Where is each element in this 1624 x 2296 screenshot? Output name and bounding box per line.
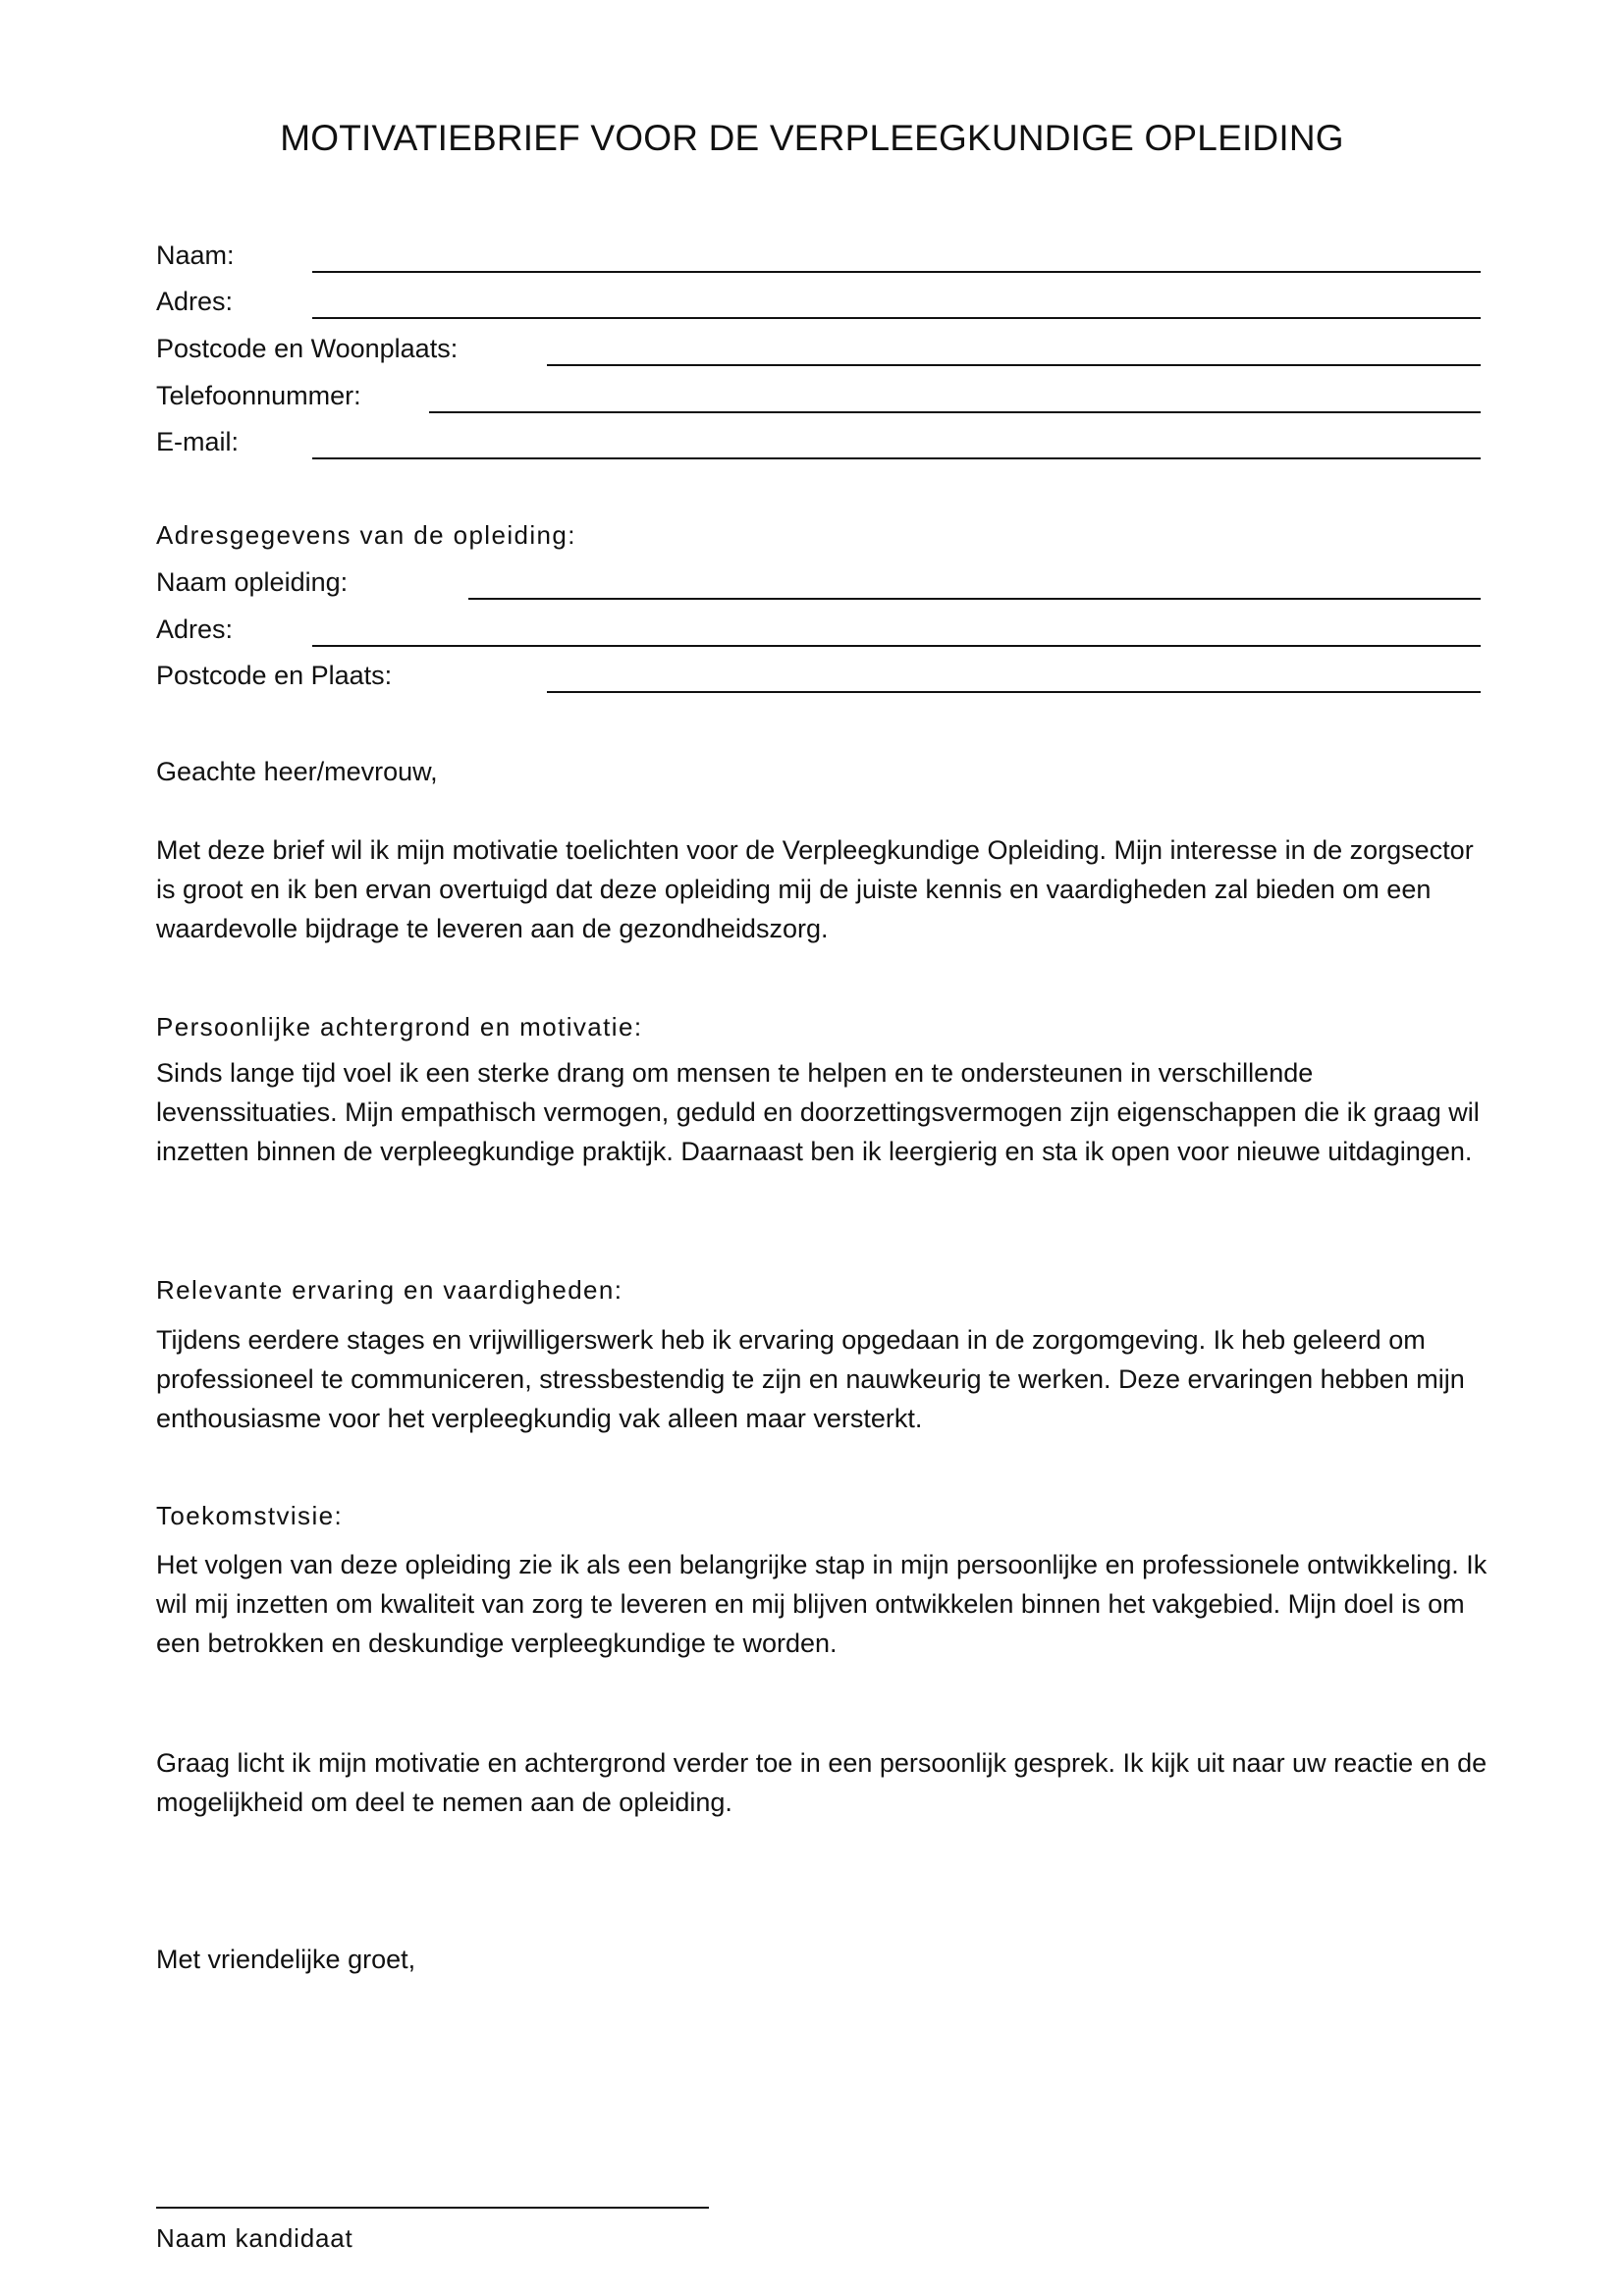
school-postcode-label: Postcode en Plaats: [156,661,393,690]
postcode-city-field[interactable] [547,364,1481,366]
name-field[interactable] [312,271,1481,273]
future-paragraph: Het volgen van deze opleiding zie ik als een belangrijke stap in mijn persoonlijke en professionele ontwikkeling. Ik wil mij inzetten om kwaliteit van zorg te leveren en mij blijven ontwikkelen binnen het vakgebied. Mijn doel is om een betrokken en deskundige verpleegkundige te worden. [156,1550,1488,1658]
postcode-city-label: Postcode en Woonplaats: [156,334,459,363]
signature-line[interactable] [156,2207,709,2209]
salutation: Geachte heer/mevrouw, [156,757,438,786]
email-field[interactable] [312,457,1481,459]
address-label: Adres: [156,287,234,316]
document-title: MOTIVATIEBRIEF VOOR DE VERPLEEGKUNDIGE OPLEIDING [280,118,1344,158]
phone-label: Telefoonnummer: [156,381,361,410]
future-heading: Toekomstvisie: [156,1501,344,1530]
school-address-label: Adres: [156,614,234,644]
school-name-field[interactable] [468,598,1481,600]
experience-heading: Relevante ervaring en vaardigheden: [156,1275,623,1305]
experience-paragraph: Tijdens eerdere stages en vrijwilligerswerk heb ik ervaring opgedaan in de zorgomgeving. Ik heb geleerd om professioneel te communiceren, stressbestendig te zijn en nauwkeurig te werken. Deze ervaringen hebben mijn enthousiasme voor het verpleegkundig vak alleen maar versterkt. [156,1325,1465,1433]
greeting: Met vriendelijke groet, [156,1945,416,1974]
candidate-name-label: Naam kandidaat [156,2223,353,2253]
school-postcode-field[interactable] [547,691,1481,693]
phone-field[interactable] [429,411,1481,413]
name-label: Naam: [156,240,235,270]
background-heading: Persoonlijke achtergrond en motivatie: [156,1012,643,1041]
background-paragraph: Sinds lange tijd voel ik een sterke drang om mensen te helpen en te ondersteunen in verschillende levenssituaties. Mijn empathisch vermogen, geduld en doorzettingsvermogen zijn eigenschappen die ik graag wil inzetten binnen de verpleegkundige praktijk. Daarnaast ben ik leergierig en sta ik open voor nieuwe uitdagingen. [156,1058,1480,1166]
intro-paragraph: Met deze brief wil ik mijn motivatie toelichten voor de Verpleegkundige Opleiding. Mijn interesse in de zorgsector is groot en ik ben ervan overtuigd dat deze opleiding mij de juiste kennis en vaardigheden zal bieden om een waardevolle bijdrage te leveren aan de gezondheidszorg. [156,835,1474,943]
school-address-field[interactable] [312,645,1481,647]
school-name-label: Naam opleiding: [156,567,349,597]
email-label: E-mail: [156,427,240,456]
address-field[interactable] [312,317,1481,319]
school-address-heading: Adresgegevens van de opleiding: [156,520,576,550]
closing-paragraph: Graag licht ik mijn motivatie en achtergrond verder toe in een persoonlijk gesprek. Ik kijk uit naar uw reactie en de mogelijkheid om deel te nemen aan de opleiding. [156,1748,1488,1817]
